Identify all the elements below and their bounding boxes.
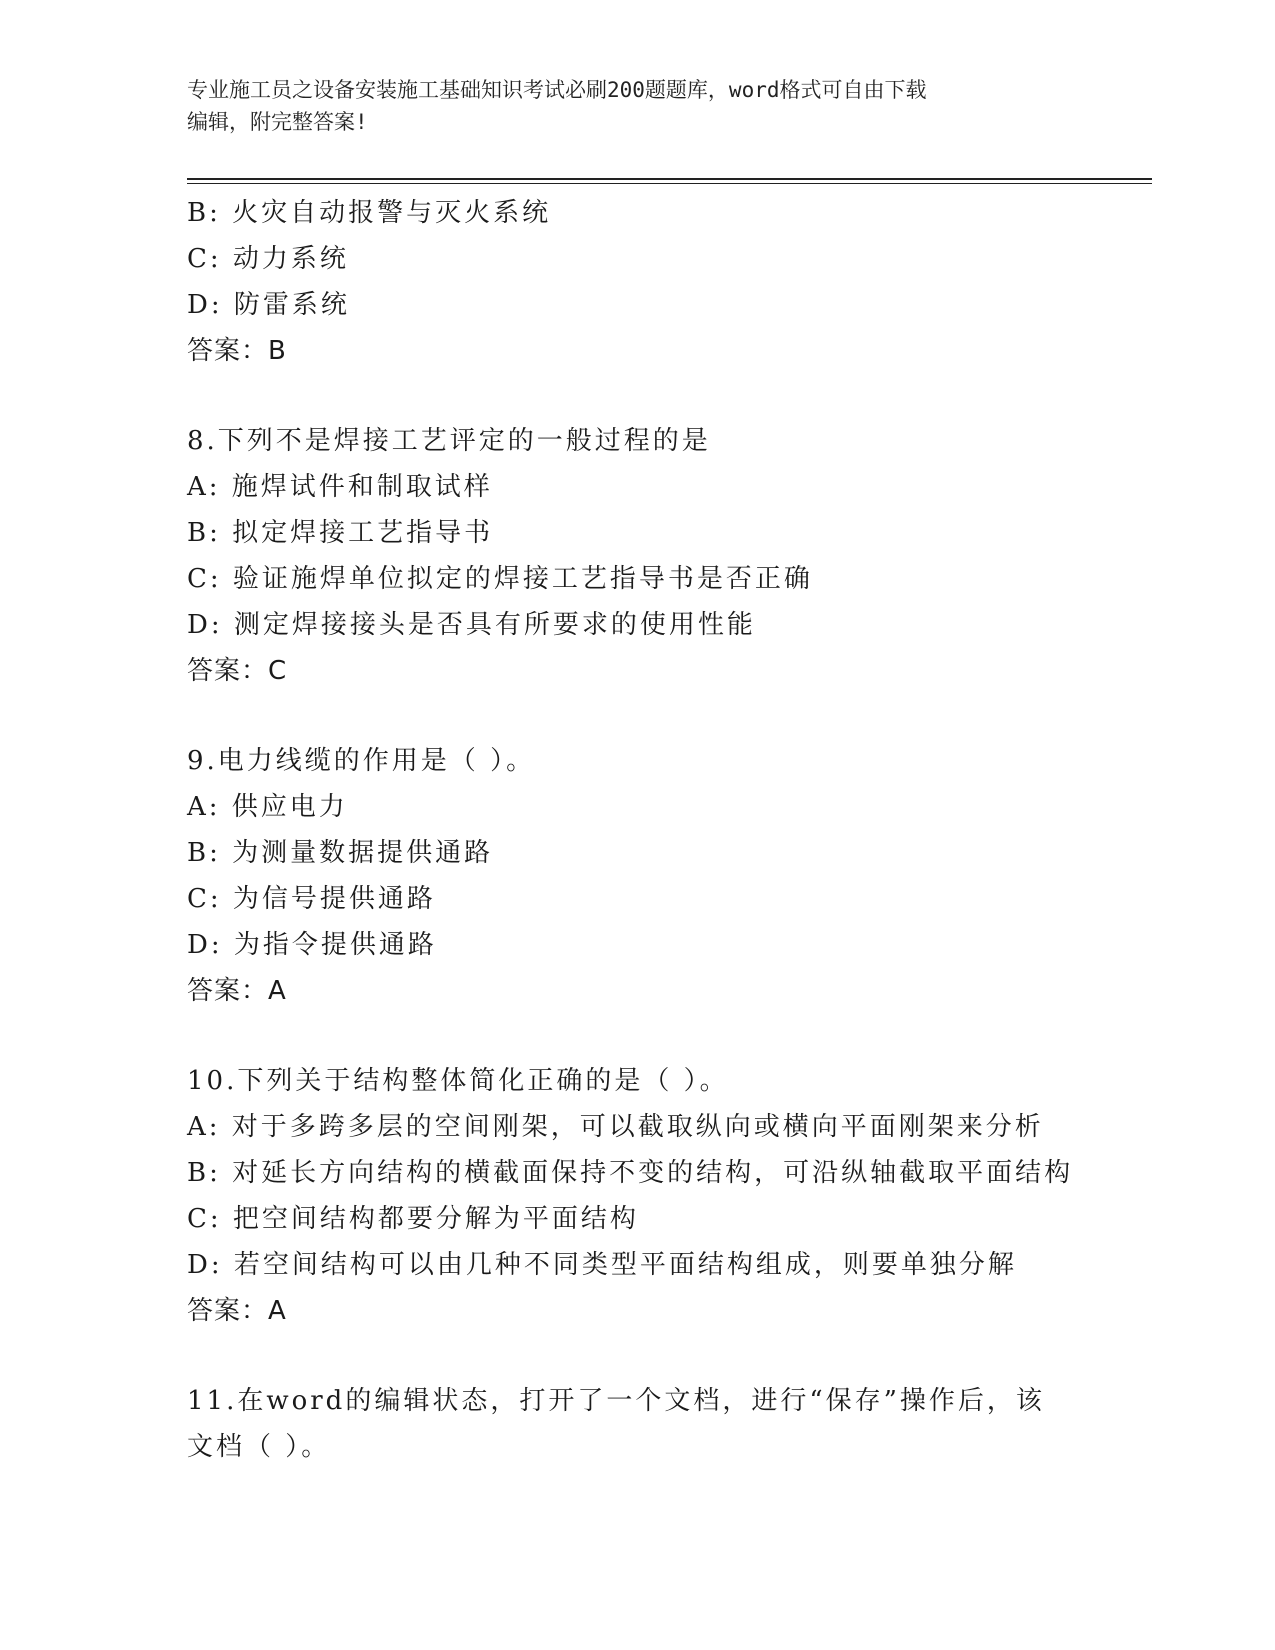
question-block-11 xyxy=(187,1378,1152,1470)
option-b: B: 拟定焊接工艺指导书 xyxy=(187,518,494,548)
option-d: D: 测定焊接接头是否具有所要求的使用性能 xyxy=(187,610,756,640)
answer: 答案：B xyxy=(187,336,287,366)
question-stem: 10.下列关于结构整体简化正确的是（ ）。 xyxy=(187,1066,729,1096)
question-stem: 9.电力线缆的作用是（ ）。 xyxy=(187,746,536,776)
question-block-8 xyxy=(187,418,1152,694)
header-divider-thick xyxy=(187,178,1152,180)
option-b: B: 火灾自动报警与灭火系统 xyxy=(187,198,552,228)
option-c: C: 为信号提供通路 xyxy=(187,884,436,914)
option-b: B: 对延长方向结构的横截面保持不变的结构，可沿纵轴截取平面结构 xyxy=(187,1158,1074,1188)
option-a: A: 施焊试件和制取试样 xyxy=(187,472,493,502)
header-line-2: 编辑，附完整答案! xyxy=(187,110,368,134)
question-block-7 xyxy=(187,190,1152,374)
option-d: D: 为指令提供通路 xyxy=(187,930,437,960)
question-block-9 xyxy=(187,738,1152,1014)
question-stem: 8.下列不是焊接工艺评定的一般过程的是 xyxy=(187,426,711,456)
option-a: A: 对于多跨多层的空间刚架，可以截取纵向或横向平面刚架来分析 xyxy=(187,1112,1044,1142)
option-d: D: 若空间结构可以由几种不同类型平面结构组成，则要单独分解 xyxy=(187,1250,1017,1280)
document-header xyxy=(187,74,1087,138)
option-d: D: 防雷系统 xyxy=(187,290,350,320)
question-stem-line-1: 11.在word的编辑状态，打开了一个文档，进行“保存”操作后，该 xyxy=(187,1386,1045,1416)
option-c: C: 动力系统 xyxy=(187,244,349,274)
answer: 答案：A xyxy=(187,976,287,1006)
answer: 答案：C xyxy=(187,656,288,686)
option-b: B: 为测量数据提供通路 xyxy=(187,838,494,868)
question-stem-line-2: 文档（ ）。 xyxy=(187,1432,331,1462)
option-a: A: 供应电力 xyxy=(187,792,348,822)
header-divider-thin xyxy=(187,183,1152,184)
question-content xyxy=(187,190,1152,1470)
option-c: C: 验证施焊单位拟定的焊接工艺指导书是否正确 xyxy=(187,564,813,594)
option-c: C: 把空间结构都要分解为平面结构 xyxy=(187,1204,639,1234)
answer: 答案：A xyxy=(187,1296,287,1326)
header-line-1: 专业施工员之设备安装施工基础知识考试必刷200题题库，word格式可自由下载 xyxy=(187,78,927,102)
question-block-10 xyxy=(187,1058,1152,1334)
